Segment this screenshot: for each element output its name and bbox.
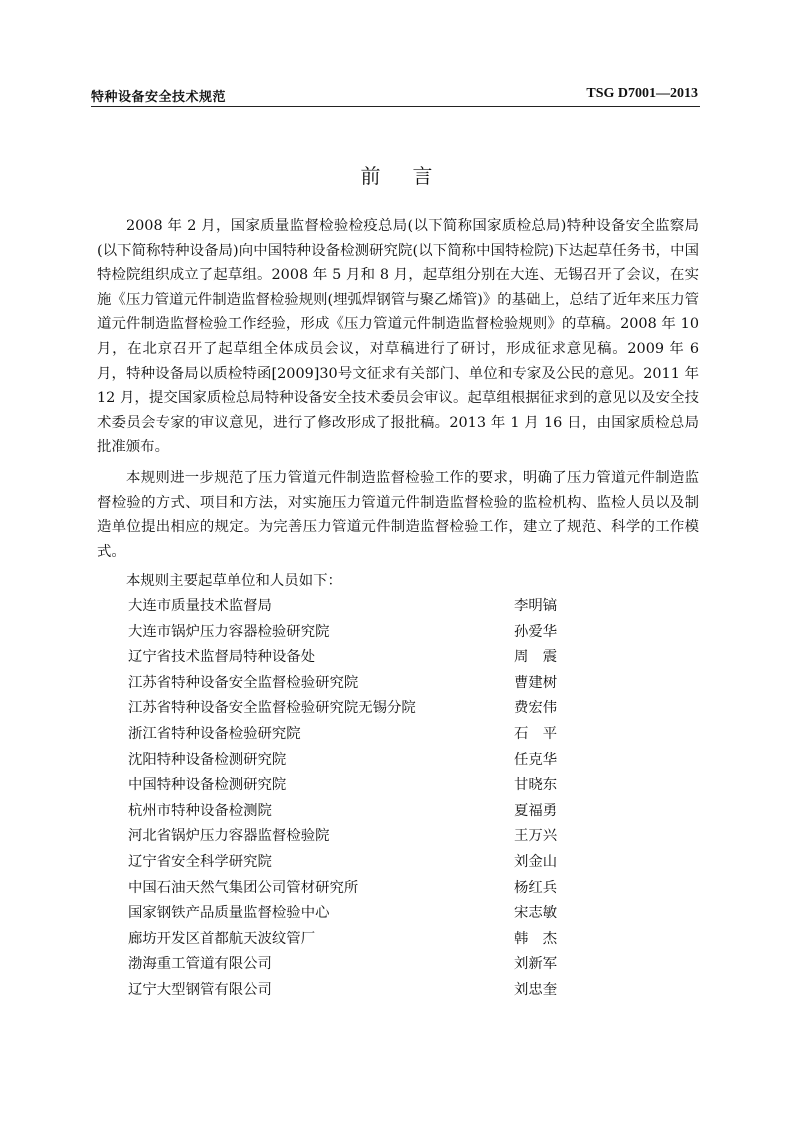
drafter-person: 李明镐 [514,598,558,614]
drafter-person: 杨红兵 [514,879,558,896]
drafter-person: 周 震 [514,649,558,666]
paragraph-drafters-intro: 本规则主要起草单位和人员如下： [126,573,342,589]
drafter-organization: 中国特种设备检测研究院 [128,777,287,794]
paragraph-history: 2008 年 2 月，国家质量监督检验检疫总局(以下简称国家质检总局)特种设备安全监察局(以下简称特种设备局)向中国特种设备检测研究院(以下简称中国特检院)下达起草任务书，中国特检院组织成立了起草组。2008 年 5 月和 8 月，起草组分别在大连、无锡召开了会议，在实施《压力管道元件制造监督检验规则(埋弧焊钢管与聚乙烯管)》的基础上，总结了近年来压力管道元件制造监督检验工作经验，形成《压力管道元件制造监督检验规则》的草稿。2008 年 10 月，在北京召开了起草组全体成员会议，对草稿进行了研讨，形成征求意见稿。2009 年 6 月，特种设备局以质检特函[2009]30号文征求有关部门、单位和专家及公民的意见。2011 年 12 月，提交国家质检总局特种设备安全技术委员会审议。起草组根据征求到的意见以及安全技术委员会专家的审议意见，进行了修改形成了报批稿。2013 年 1 月 16 日，由国家质检总局批准颁布。 [97,218,699,456]
drafter-list [128,594,578,1004]
drafter-row [128,876,578,902]
drafter-row [128,671,578,697]
drafter-organization: 辽宁省技术监督局特种设备处 [128,649,316,666]
header-series-title: 特种设备安全技术规范 [91,90,227,105]
drafter-organization: 江苏省特种设备安全监督检验研究院无锡分院 [128,700,416,717]
paragraph-purpose: 本规则进一步规范了压力管道元件制造监督检验工作的要求，明确了压力管道元件制造监督检验的方式、项目和方法，对实施压力管道元件制造监督检验的监检机构、监检人员以及制造单位提出相应的规定。为完善压力管道元件制造监督检验工作，建立了规范、科学的工作模式。 [97,470,699,560]
drafter-person: 孙爱华 [514,623,558,640]
drafter-row [128,645,578,671]
drafter-person: 刘金山 [514,853,558,870]
drafter-person: 费宏伟 [514,700,558,717]
drafter-person: 夏福勇 [514,802,558,819]
drafter-organization: 沈阳特种设备检测研究院 [128,751,287,768]
drafter-person: 韩 杰 [514,930,558,947]
drafter-person: 宋志敏 [514,905,558,922]
drafter-organization: 大连市质量技术监督局 [128,598,272,614]
drafter-person: 刘新军 [514,956,558,973]
drafter-row [128,696,578,722]
drafter-row [128,799,578,825]
drafter-organization: 国家钢铁产品质量监督检验中心 [128,905,330,922]
drafter-organization: 渤海重工管道有限公司 [128,956,272,973]
drafter-row [128,620,578,646]
page-title: 前言 [360,164,465,188]
drafter-organization: 廊坊开发区首都航天波纹管厂 [128,930,316,947]
drafter-organization: 江苏省特种设备安全监督检验研究院 [128,674,359,691]
drafter-person: 甘晓东 [514,777,558,794]
drafter-row [128,824,578,850]
drafter-person: 曹建树 [514,674,558,691]
drafter-organization: 辽宁大型钢管有限公司 [128,981,272,998]
drafter-row [128,722,578,748]
drafter-row [128,594,578,620]
drafter-row [128,901,578,927]
drafter-person: 刘忠奎 [514,981,558,998]
drafter-row [128,748,578,774]
header-standard-code: TSG D7001—2013 [586,86,698,101]
drafter-organization: 中国石油天然气集团公司管材研究所 [128,879,359,896]
drafter-organization: 辽宁省安全科学研究院 [128,853,272,870]
drafter-organization: 浙江省特种设备检验研究院 [128,725,301,742]
drafter-row [128,773,578,799]
drafter-row [128,952,578,978]
drafter-person: 王万兴 [514,828,558,845]
drafter-person: 石 平 [514,725,558,742]
drafter-row [128,978,578,1004]
running-header [91,84,700,107]
drafter-organization: 河北省锅炉压力容器监督检验院 [128,828,330,845]
drafter-organization: 大连市锅炉压力容器检验研究院 [128,623,330,640]
drafter-person: 任克华 [514,751,558,768]
drafter-organization: 杭州市特种设备检测院 [128,802,272,819]
drafter-row [128,927,578,953]
drafter-row [128,850,578,876]
